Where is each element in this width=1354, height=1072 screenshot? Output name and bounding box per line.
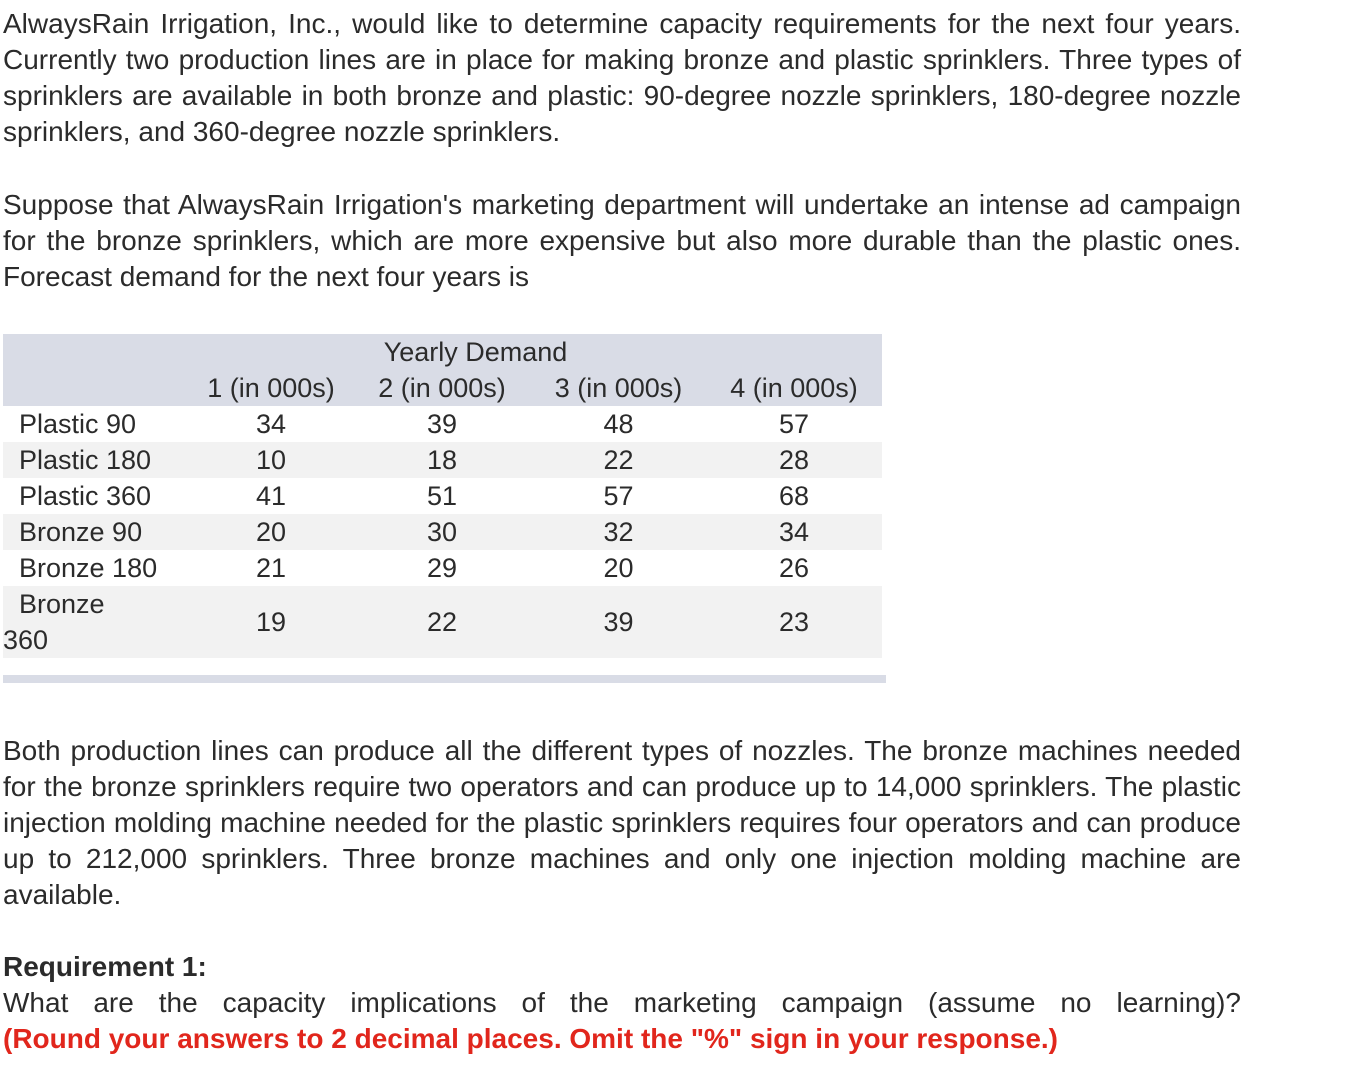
table-cell: 32 (531, 514, 706, 550)
scenario-paragraph: Suppose that AlwaysRain Irrigation's marketing department will undertake an intense ad campaign for the bronze sprinklers, which are more expensive but also more durable than the plastic ones. Forecast demand for the next four years is (3, 189, 1241, 292)
row-label: Bronze 180 (19, 553, 158, 583)
table-cell: 19 (189, 586, 353, 658)
table-cell: 21 (255, 553, 287, 583)
table-cell: 22 (353, 586, 531, 658)
row-label: Plastic 360 (19, 481, 152, 511)
table-row (3, 514, 882, 550)
table-cell: 26 (779, 553, 810, 583)
table-cell: 30 (353, 514, 531, 550)
table-row (3, 550, 882, 586)
table-cell: 41 (255, 481, 287, 511)
row-label (3, 586, 189, 658)
table-cell: 29 (426, 553, 458, 583)
table-cell: 18 (353, 442, 531, 478)
row-label-line-2: 360 (3, 625, 49, 655)
table-row (3, 586, 882, 658)
table-cell: 68 (779, 481, 810, 511)
table-bottom-rule (3, 675, 886, 683)
table-row (3, 406, 882, 442)
table-column-header-row (3, 370, 882, 406)
production-paragraph: Both production lines can produce all the different types of nozzles. The bronze machines needed for the bronze sprinklers require two operators and can produce up to 14,000 sprinklers. The plastic injection molding machine needed for the plastic sprinklers requires four operators and can produce up to 212,000 sprinklers. Three bronze machines and only one injection molding machine are available. (3, 735, 1241, 910)
demand-table-container (3, 334, 882, 658)
table-cell: 10 (189, 442, 353, 478)
yearly-demand-header: Yearly Demand (189, 334, 882, 370)
row-label: Plastic 90 (19, 409, 137, 439)
table-group-header-row (3, 334, 882, 370)
table-cell: 57 (779, 409, 810, 439)
table-cell: 23 (706, 586, 882, 658)
table-cell: 34 (255, 409, 287, 439)
table-cell: 20 (189, 514, 353, 550)
row-label: Bronze 90 (3, 514, 189, 550)
requirement-question: What are the capacity implications of the marketing campaign (assume no learning)? (3, 987, 1241, 1018)
row-label-line-1: Bronze (19, 589, 105, 619)
table-row (3, 478, 882, 514)
column-header-year-1: 1 (in 000s) (189, 370, 353, 406)
column-header-year-3: 3 (in 000s) (531, 370, 706, 406)
table-cell: 48 (603, 409, 634, 439)
table-cell: 57 (603, 481, 634, 511)
requirement-block (3, 949, 1241, 1057)
intro-paragraph: AlwaysRain Irrigation, Inc., would like to determine capacity requirements for the next four years. Currently two production lines are in place for making bronze and plastic sprinklers. Three types of sprinklers are available in both bronze and plastic: 90-degree nozzle sprinklers, 180-degree nozzle sprinklers, and 360-degree nozzle sprinklers. (3, 8, 1241, 147)
table-cell: 39 (426, 409, 458, 439)
table-cell: 22 (531, 442, 706, 478)
requirement-title: Requirement 1: (3, 951, 207, 982)
column-header-year-2: 2 (in 000s) (353, 370, 531, 406)
row-label-wrapped (3, 586, 189, 658)
table-cell: 39 (531, 586, 706, 658)
demand-table (3, 334, 882, 658)
table-cell: 28 (706, 442, 882, 478)
table-cell: 51 (426, 481, 458, 511)
table-row (3, 442, 882, 478)
table-cell: 34 (706, 514, 882, 550)
table-cell: 20 (603, 553, 634, 583)
requirement-note: (Round your answers to 2 decimal places. Omit the "%" sign in your response.) (3, 1023, 1059, 1054)
column-header-year-4: 4 (in 000s) (706, 370, 882, 406)
row-label: Plastic 180 (3, 442, 189, 478)
